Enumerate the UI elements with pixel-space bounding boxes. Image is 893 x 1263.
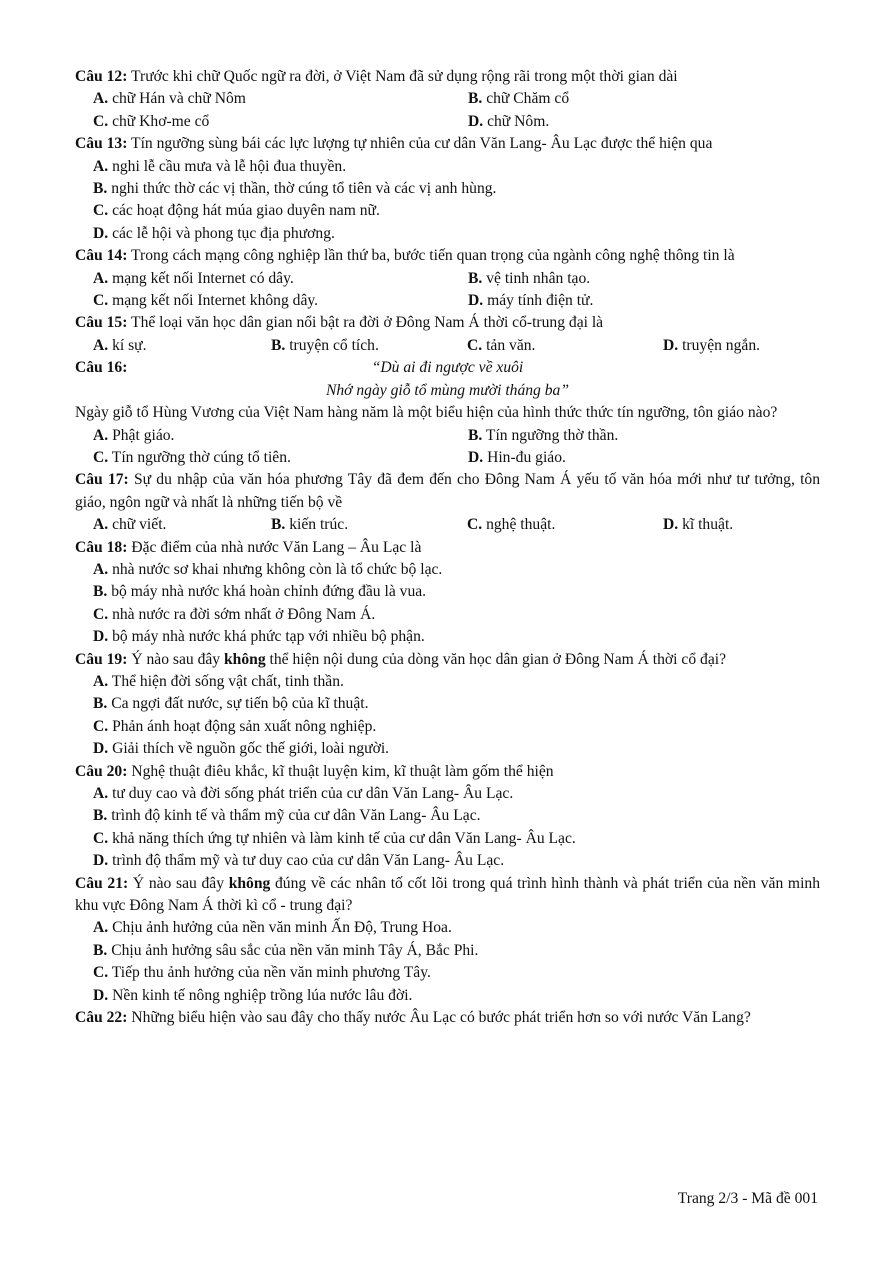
question-20 xyxy=(75,761,820,873)
option-c: C. mạng kết nối Internet không dây. xyxy=(93,292,319,310)
question-17 xyxy=(75,469,820,536)
question-12 xyxy=(75,66,820,133)
question-stem: Câu 13: Tín ngưỡng sùng bái các lực lượng tự nhiên của cư dân Văn Lang- Âu Lạc được thể hiện qua xyxy=(75,135,713,153)
question-stem: Câu 20: Nghệ thuật điêu khắc, kĩ thuật luyện kim, kĩ thuật làm gốm thể hiện xyxy=(75,762,554,780)
question-16 xyxy=(75,357,820,469)
question-number: Câu 14: xyxy=(75,247,128,265)
option-c: C. chữ Khơ-me cổ xyxy=(93,112,210,130)
options-grid xyxy=(75,268,820,313)
question-16-header xyxy=(75,357,820,402)
option-b: B. Tín ngưỡng thờ thần. xyxy=(468,426,619,444)
question-stem: Câu 21: Ý nào sau đây không đúng về các nhân tố cốt lõi trong quá trình hình thành và phát triển của nền văn minh khu vực Đông Nam Á thời kì cổ - trung đại? xyxy=(75,874,820,915)
option-b: B. trình độ kinh tế và thẩm mỹ của cư dân Văn Lang- Âu Lạc. xyxy=(93,807,481,825)
question-stem: Câu 19: Ý nào sau đây không thể hiện nội dung của dòng văn học dân gian ở Đông Nam Á thời cổ đại? xyxy=(75,650,726,668)
question-number: Câu 22: xyxy=(75,1009,128,1027)
options-grid xyxy=(75,425,820,470)
question-stem: Ngày giỗ tổ Hùng Vương của Việt Nam hàng năm là một biểu hiện của hình thức thức tín ngưỡng, tôn giáo nào? xyxy=(75,404,778,422)
question-15 xyxy=(75,312,820,357)
option-b: B. bộ máy nhà nước khá hoàn chỉnh đứng đầu là vua. xyxy=(93,583,427,601)
poem-quote xyxy=(195,357,700,402)
option-a: A. Thể hiện đời sống vật chất, tinh thần. xyxy=(93,672,344,690)
question-21 xyxy=(75,873,820,1007)
question-number: Câu 19: xyxy=(75,650,128,668)
option-d: D. bộ máy nhà nước khá phức tạp với nhiều bộ phận. xyxy=(93,628,425,646)
options-grid xyxy=(75,88,820,133)
options-row xyxy=(75,514,820,536)
question-18 xyxy=(75,537,820,649)
option-a: A. chữ Hán và chữ Nôm xyxy=(93,90,246,108)
question-number: Câu 15: xyxy=(75,314,128,332)
option-b: B. truyện cổ tích. xyxy=(271,336,379,354)
question-number: Câu 17: xyxy=(75,471,129,489)
question-stem: Câu 12: Trước khi chữ Quốc ngữ ra đời, ở Việt Nam đã sử dụng rộng rãi trong một thời gian dài xyxy=(75,68,678,85)
option-a: A. nghi lễ cầu mưa và lễ hội đua thuyền. xyxy=(93,157,347,175)
option-c: C. các hoạt động hát múa giao duyên nam nữ. xyxy=(93,202,380,220)
option-b: B. vệ tinh nhân tạo. xyxy=(468,269,591,287)
question-stem: Câu 15: Thể loại văn học dân gian nổi bật ra đời ở Đông Nam Á thời cổ-trung đại là xyxy=(75,314,604,332)
options-list xyxy=(75,559,820,649)
option-d: D. chữ Nôm. xyxy=(468,112,550,130)
question-stem: Câu 17: Sự du nhập của văn hóa phương Tây đã đem đến cho Đông Nam Á yếu tố văn hóa mới như tư tưởng, tôn giáo, ngôn ngữ và nhất là những tiến bộ về xyxy=(75,471,821,511)
option-a: A. nhà nước sơ khai nhưng không còn là tổ chức bộ lạc. xyxy=(93,560,443,578)
option-d: D. truyện ngắn. xyxy=(663,336,761,354)
question-13 xyxy=(75,133,820,245)
option-d: D. Nền kinh tế nông nghiệp trồng lúa nước lâu đời. xyxy=(93,986,413,1004)
poem-line-1: “Dù ai đi ngược về xuôi xyxy=(371,359,524,377)
option-c: C. Tín ngưỡng thờ cúng tổ tiên. xyxy=(93,448,291,466)
option-a: A. mạng kết nối Internet có dây. xyxy=(93,269,294,287)
option-c: C. khả năng thích ứng tự nhiên và làm kinh tế của cư dân Văn Lang- Âu Lạc. xyxy=(93,829,576,847)
question-number: Câu 18: xyxy=(75,538,128,556)
question-stem: Câu 18: Đặc điểm của nhà nước Văn Lang – Âu Lạc là xyxy=(75,538,422,556)
page-footer: Trang 2/3 - Mã đề 001 xyxy=(677,1190,818,1207)
question-22 xyxy=(75,1007,820,1029)
option-d: D. trình độ thẩm mỹ và tư duy cao của cư dân Văn Lang- Âu Lạc. xyxy=(93,852,505,870)
option-b: B. Chịu ảnh hưởng sâu sắc của nền văn minh Tây Á, Bắc Phi. xyxy=(93,941,479,959)
option-c: C. nhà nước ra đời sớm nhất ở Đông Nam Á. xyxy=(93,605,376,623)
question-number: Câu 13: xyxy=(75,135,128,153)
exam-page xyxy=(75,66,820,1029)
option-a: A. tư duy cao và đời sống phát triển của cư dân Văn Lang- Âu Lạc. xyxy=(93,785,514,802)
question-stem: Câu 14: Trong cách mạng công nghiệp lần thứ ba, bước tiến quan trọng của ngành công nghệ thông tin là xyxy=(75,247,735,265)
option-c: C. tản văn. xyxy=(467,336,536,354)
question-stem: Câu 22: Những biểu hiện vào sau đây cho thấy nước Âu Lạc có bước phát triển hơn so với nước Văn Lang? xyxy=(75,1009,751,1027)
option-a: A. chữ viết. xyxy=(93,516,167,534)
option-b: B. chữ Chăm cổ xyxy=(468,90,570,108)
question-number: Câu 21: xyxy=(75,874,129,892)
option-d: D. Giải thích về nguồn gốc thế giới, loài người. xyxy=(93,740,390,758)
options-list xyxy=(75,917,820,1007)
options-list xyxy=(75,671,820,761)
option-d: D. kĩ thuật. xyxy=(663,516,734,534)
poem-line-2: Nhớ ngày giỗ tổ mùng mười tháng ba” xyxy=(325,381,570,399)
option-a: A. kí sự. xyxy=(93,336,147,354)
option-b: B. Ca ngợi đất nước, sự tiến bộ của kĩ thuật. xyxy=(93,695,369,713)
option-c: C. nghệ thuật. xyxy=(467,516,556,534)
option-b: B. kiến trúc. xyxy=(271,516,349,534)
option-b: B. nghi thức thờ các vị thần, thờ cúng tổ tiên và các vị anh hùng. xyxy=(93,180,497,198)
question-number: Câu 20: xyxy=(75,762,128,780)
option-d: D. máy tính điện tử. xyxy=(468,292,594,310)
question-number: Câu 12: xyxy=(75,68,128,85)
question-19 xyxy=(75,649,820,761)
option-a: A. Chịu ảnh hưởng của nền văn minh Ấn Độ, Trung Hoa. xyxy=(93,919,452,937)
option-a: A. Phật giáo. xyxy=(93,426,175,444)
options-list xyxy=(75,783,820,873)
option-c: C. Phản ánh hoạt động sản xuất nông nghiệp. xyxy=(93,717,377,735)
option-d: D. Hin-đu giáo. xyxy=(468,448,566,466)
emphasis-word: không xyxy=(228,874,271,892)
emphasis-word: không xyxy=(224,650,266,668)
options-row xyxy=(75,335,820,357)
option-d: D. các lễ hội và phong tục địa phương. xyxy=(93,224,335,242)
question-number: Câu 16: xyxy=(75,359,128,377)
option-c: C. Tiếp thu ảnh hưởng của nền văn minh phương Tây. xyxy=(93,964,431,982)
options-list xyxy=(75,156,820,246)
question-14 xyxy=(75,245,820,312)
